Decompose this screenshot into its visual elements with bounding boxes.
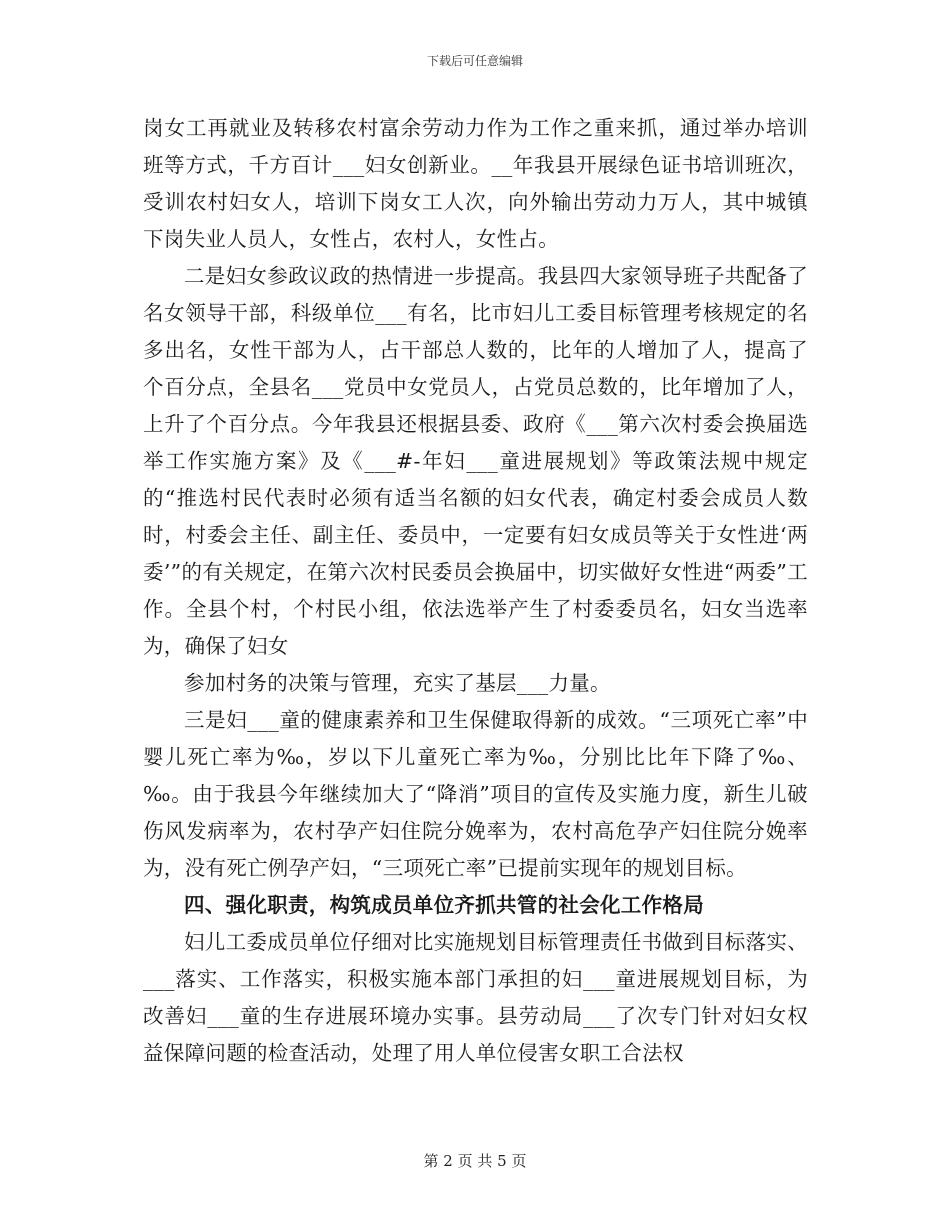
paragraph-health: 三是妇___童的健康素养和卫生保健取得新的成效。“三项死亡率”中婴儿死亡率为‰，岁以下儿童死亡率为‰，分别比比年下降了‰、‰。由于我县今年继续加大了“降消”项目的宣传及实施力度，新生儿破伤风发病率为，农村孕产妇住院分娩率为，农村高危孕产妇住院分娩率为，没有死亡例孕产妇，“三项死亡率”已提前实现年的规划目标。 [143, 708, 808, 880]
paragraph-member-units: 妇儿工委成员单位仔细对比实施规划目标管理责任书做到目标落实、___落实、工作落实，积极实施本部门承担的妇___童进展规划目标，为改善妇___童的生存进展环境办实事。县劳动局___了次专门针对妇女权益保障问题的检查活动，处理了用人单位侵害女职工合法权 [143, 930, 808, 1065]
paragraph-political-participation: 二是妇女参政议政的热情进一步提高。我县四大家领导班子共配备了名女领导干部，科级单位___有名，比市妇儿工委目标管理考核规定的名多出名，女性干部为人，占干部总人数的，比年的人增加了人，提高了个百分点，全县名___党员中女党员人，占党员总数的，比年增加了人，上升了个百分点。今年我县还根据县委、政府《___第六次村委会换届选举工作实施方案》及《___#-年妇___童进展规划》等政策法规中规定的“推选村民代表时必须有适当名额的妇女代表，确定村委会成员人数时，村委会主任、副主任、委员中，一定要有妇女成员等关于女性进‘两委’”的有关规定，在第六次村民委员会换届中，切实做好女性进“两委”工作。全县个村，个村民小组，依法选举产生了村委委员名，妇女当选率为，确保了妇女 [143, 264, 808, 658]
page-footer: 第 2 页 共 5 页 [423, 1152, 527, 1170]
page-header: 下载后可任意编辑 [426, 54, 523, 68]
paragraph-village-affairs: 参加村务的决策与管理，充实了基层___力量。 [184, 671, 611, 695]
document-body [143, 110, 808, 1072]
paragraph-continuation: 岗女工再就业及转移农村富余劳动力作为工作之重来抓，通过举办培训班等方式，千方百计___妇女创新业。__年我县开展绿色证书培训班次，受训农村妇女人，培训下岗女工人次，向外输出劳动力万人，其中城镇下岗失业人员人，女性占，农村人，女性占。 [143, 116, 808, 251]
section-heading: 四、强化职责，构筑成员单位齐抓共管的社会化工作格局 [184, 893, 704, 917]
